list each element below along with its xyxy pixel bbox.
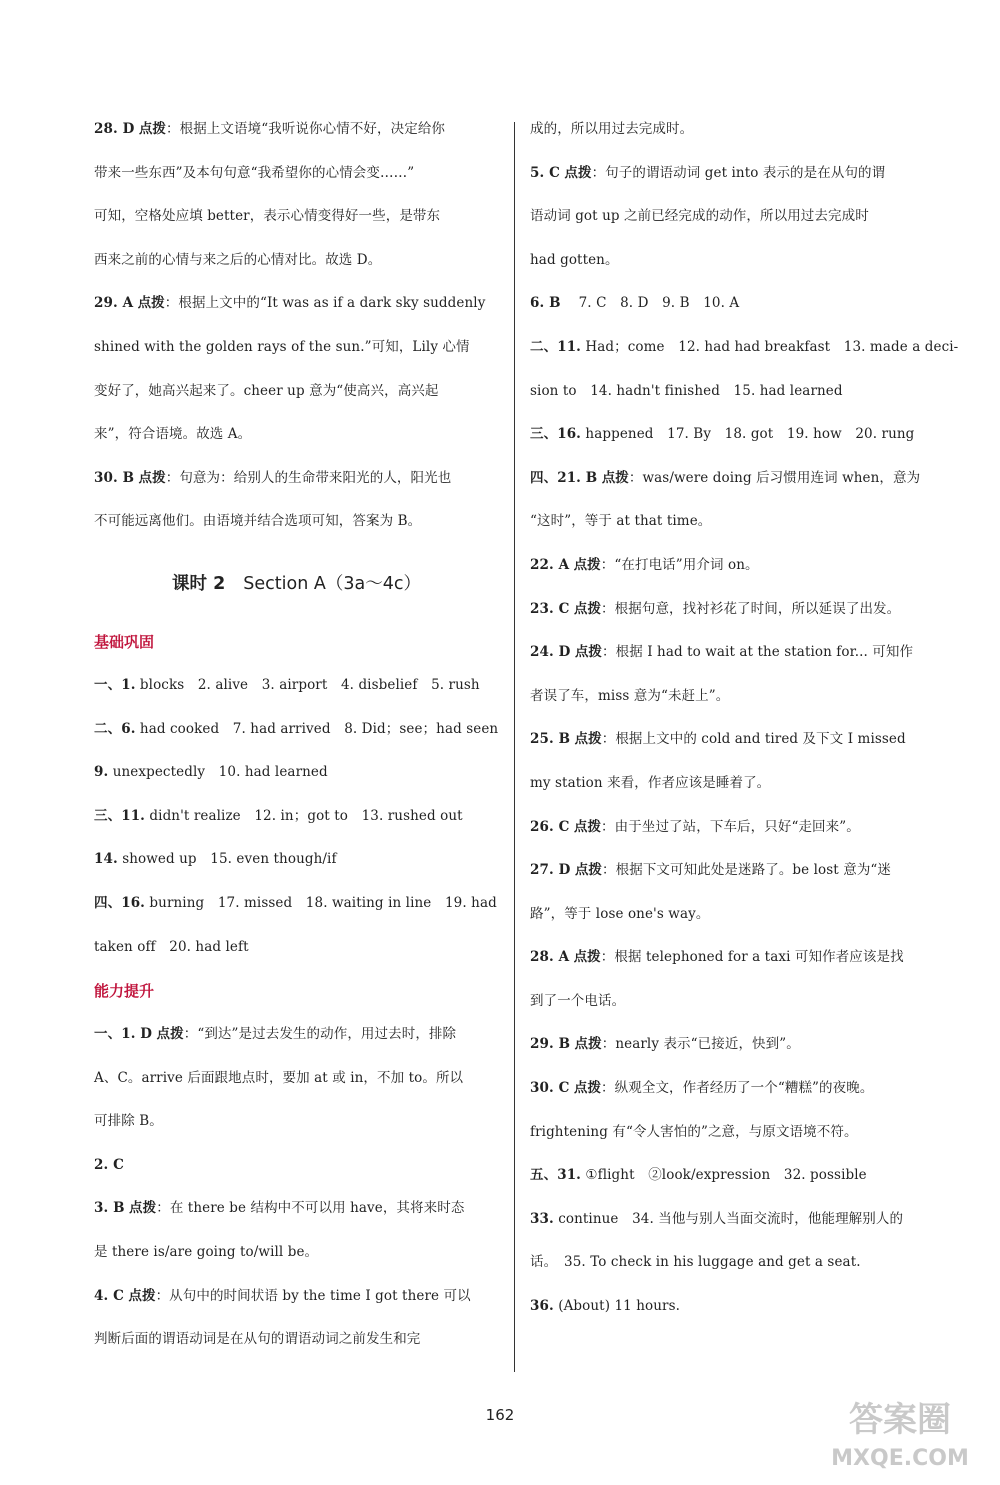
answer-text: (About) 11 hours.: [558, 1298, 681, 1315]
answer-text: ：纵观全文，作者经历了一个“糟糕”的夜晚。: [601, 1080, 874, 1097]
answer-line: [94, 1057, 499, 1101]
answer-text: ：“到达”是过去发生的动作，用过去时，排除: [183, 1026, 457, 1043]
answer-text: continue 34. 当他与别人当面交流时，他能理解别人的: [558, 1210, 904, 1227]
answer-text: 判断后面的谓语动词是在从句的谓语动词之前发生和完: [94, 1331, 421, 1348]
answer-text: 不可能远离他们。由语境并结合选项可知，答案为 B。: [94, 513, 422, 530]
question-number: 9.: [94, 764, 109, 781]
answer-text: didn't realize 12. in；got to 13. rushed out: [149, 807, 463, 824]
hint-label: 点拨: [574, 1036, 602, 1053]
answer-line: [94, 1187, 499, 1231]
lesson-number: 课时 2: [172, 573, 226, 594]
hint-label: 点拨: [573, 556, 601, 573]
question-number: 四、21. B: [530, 469, 598, 486]
lesson-title: [94, 564, 499, 604]
question-number: 三、11.: [94, 807, 145, 824]
answer-line: [94, 1013, 499, 1057]
answer-block-right: [530, 108, 959, 1329]
answer-text: Had；come 12. had had breakfast 13. made a deci-: [585, 338, 959, 355]
hint-label: 点拨: [137, 295, 165, 312]
answer-text: A、C。arrive 后面跟地点时，要加 at 或 in，不加 to。所以: [94, 1069, 464, 1086]
answer-line: [530, 588, 938, 632]
section-heading-advanced: 能力提升: [94, 982, 155, 1001]
answer-text: “这时”，等于 at that time。: [530, 513, 712, 530]
hint-label: 点拨: [573, 1080, 602, 1097]
question-number: 二、6.: [94, 720, 136, 737]
right-column: [530, 108, 959, 1329]
answer-text: ：句子的谓语动词 get into 表示的是在从句的谓: [591, 164, 886, 181]
answer-text: taken off 20. had left: [94, 938, 249, 955]
question-number: 23. C: [530, 600, 570, 617]
answer-text: ：nearly 表示“已接近，快到”。: [601, 1036, 800, 1053]
answer-text: ：根据上文中的“It was as if a dark sky suddenly: [164, 295, 486, 312]
answer-line: [94, 195, 499, 239]
hint-label: 点拨: [156, 1026, 184, 1043]
question-number: 3. B: [94, 1200, 125, 1217]
answer-text: ①flight ②look/expression 32. possible: [585, 1167, 867, 1184]
answer-line: [94, 152, 499, 196]
answer-line: [94, 926, 499, 970]
answer-line: [530, 108, 938, 152]
answer-line: [530, 1285, 938, 1329]
question-number: 26. C: [530, 818, 570, 835]
answer-line: [530, 1154, 938, 1198]
hint-label: 点拨: [138, 469, 166, 486]
question-number: 30. C: [530, 1080, 570, 1097]
question-number: 36.: [530, 1298, 554, 1315]
answer-text: 路”，等于 lose one's way。: [530, 905, 710, 922]
answer-text: 者误了车，miss 意为“未赶上”。: [530, 687, 730, 704]
answer-text: 可排除 B。: [94, 1113, 163, 1130]
question-number: 四、16.: [94, 894, 145, 911]
hint-label: 点拨: [574, 731, 602, 748]
answer-text: had gotten。: [530, 251, 619, 268]
watermark-bottom: MXQE.COM: [831, 1446, 969, 1471]
answer-text: unexpectedly 10. had learned: [112, 764, 328, 781]
answer-text: ：根据 I had to wait at the station for... 可知作: [602, 644, 914, 661]
answer-line: [94, 1275, 499, 1319]
answer-text: had cooked 7. had arrived 8. Did；see；had seen: [139, 720, 499, 737]
answer-line: [530, 1111, 938, 1155]
answer-line: [530, 239, 938, 283]
hint-label: 点拨: [574, 644, 603, 661]
answer-line: [94, 282, 499, 326]
answer-text: 来”，符合语境。故选 A。: [94, 426, 252, 443]
answer-text: 7. C 8. D 9. B 10. A: [565, 295, 740, 312]
answer-line: [94, 1231, 499, 1275]
answer-block-advanced: [94, 1013, 499, 1362]
answer-line: [94, 108, 499, 152]
answer-text: ：was/were doing 后习惯用连词 when，意为: [628, 469, 921, 486]
answer-text: blocks 2. alive 3. airport 4. disbelief 5. rush: [139, 676, 480, 693]
answer-line: [94, 751, 499, 795]
answer-line: [530, 980, 938, 1024]
answer-text: happened 17. By 18. got 19. how 20. rung: [585, 426, 915, 443]
answer-text: ：“在打电话”用介词 on。: [600, 556, 759, 573]
answer-line: [94, 413, 499, 457]
answer-text: ：从句中的时间状语 by the time I got there 可以: [155, 1287, 471, 1304]
answer-line: [94, 239, 499, 283]
answer-text: my station 来看，作者应该是睡着了。: [530, 774, 771, 791]
answer-text: 可知，空格处应填 better，表示心情变得好一些，是带东: [94, 208, 441, 225]
answer-text: 带来一些东西”及本句句意“我希望你的心情会变……”: [94, 164, 415, 181]
answer-line: [94, 1144, 499, 1188]
watermark-logo: [812, 1391, 988, 1473]
question-number: 2. C: [94, 1156, 124, 1173]
hint-label: 点拨: [138, 121, 167, 137]
question-number: 一、1. D: [94, 1026, 153, 1043]
answer-text: showed up 15. even though/if: [122, 851, 337, 868]
answer-line: [94, 838, 499, 882]
answer-text: ：由于坐过了站，下车后，只好“走回来”。: [601, 818, 860, 835]
answer-block-basic: [94, 664, 499, 969]
question-number: 五、31.: [530, 1167, 581, 1184]
question-number: 29. B: [530, 1036, 571, 1053]
answer-text: ：根据上文中的 cold and tired 及下文 I missed: [601, 731, 906, 748]
answer-line: [530, 282, 938, 326]
answer-line: [530, 1241, 938, 1285]
answer-text: 语动词 got up 之前已经完成的动作，所以用过去完成时: [530, 208, 869, 225]
answer-line: [530, 1023, 938, 1067]
question-number: 一、1.: [94, 676, 136, 693]
answer-line: [94, 500, 499, 544]
answer-text: 到了一个电话。: [530, 992, 626, 1009]
answer-text: ：句意为：给别人的生命带来阳光的人，阳光也: [165, 469, 452, 486]
section-heading-basic: 基础巩固: [94, 632, 155, 651]
answer-line: [530, 718, 938, 762]
question-number: 三、16.: [530, 426, 581, 443]
answer-line: [530, 806, 938, 850]
watermark-top: 答案圈: [849, 1400, 951, 1440]
answer-text: 西来之前的心情与来之后的心情对比。故选 D。: [94, 251, 382, 268]
answer-line: [94, 370, 499, 414]
hint-label: 点拨: [574, 862, 603, 879]
question-number: 22. A: [530, 556, 570, 573]
question-number: 30. B: [94, 469, 135, 486]
answer-line: [94, 882, 499, 926]
answer-line: [530, 544, 938, 588]
hint-label: 点拨: [129, 1200, 157, 1217]
answer-line: [530, 326, 959, 370]
question-number: 25. B: [530, 731, 571, 748]
question-number: 29. A: [94, 295, 134, 312]
answer-line: [530, 893, 938, 937]
question-number: 28. D: [94, 121, 135, 137]
question-number: 24. D: [530, 644, 571, 661]
answer-text: ：根据 telephoned for a taxi 可知作者应该是找: [600, 949, 904, 966]
answer-text: shined with the golden rays of the sun.”可知，Lily 心情: [94, 338, 470, 355]
page-number: 162: [485, 1406, 515, 1424]
answer-line: [530, 500, 938, 544]
answer-line: [94, 1318, 499, 1362]
column-divider: [514, 122, 515, 1372]
question-number: 二、11.: [530, 338, 581, 355]
hint-label: 点拨: [573, 818, 602, 835]
answer-text: ：根据下文可知此处是迷路了。be lost 意为“迷: [602, 862, 892, 879]
question-number: 6. B: [530, 295, 561, 312]
answer-line: [94, 795, 499, 839]
hint-label: 点拨: [573, 949, 601, 966]
answer-line: [530, 631, 938, 675]
answer-text: burning 17. missed 18. waiting in line 19. had: [149, 894, 497, 911]
answer-line: [530, 936, 938, 980]
hint-label: 点拨: [573, 600, 602, 617]
answer-text: frightening 有“令人害怕的”之意，与原文语境不符。: [530, 1123, 858, 1140]
answer-line: [94, 664, 499, 708]
question-number: 28. A: [530, 949, 570, 966]
answer-line: [530, 457, 938, 501]
answer-text: 话。 35. To check in his luggage and get a seat.: [530, 1254, 861, 1271]
answer-text: ：在 there be 结构中不可以用 have，其将来时态: [156, 1200, 465, 1217]
answer-line: [94, 457, 499, 501]
answer-line: [530, 370, 938, 414]
hint-label: 点拨: [564, 164, 592, 181]
answer-line: [94, 1100, 499, 1144]
answer-line: [530, 762, 938, 806]
answer-text: ：根据上文语境“我听说你心情不好，决定给你: [166, 121, 446, 137]
answer-block-top: [94, 108, 499, 544]
left-column: [94, 108, 499, 1362]
question-number: 4. C: [94, 1287, 124, 1304]
answer-line: [530, 1067, 938, 1111]
answer-line: [530, 195, 938, 239]
answer-line: [530, 1198, 938, 1242]
answer-text: ：根据句意，找衬衫花了时间，所以延误了出发。: [601, 600, 901, 617]
hint-label: 点拨: [128, 1287, 156, 1304]
answer-line: [94, 708, 499, 752]
question-number: 5. C: [530, 164, 560, 181]
answer-line: [530, 849, 938, 893]
answer-text: 变好了，她高兴起来了。cheer up 意为“使高兴，高兴起: [94, 382, 439, 399]
answer-line: [530, 413, 938, 457]
answer-line: [94, 326, 499, 370]
answer-line: [530, 675, 938, 719]
hint-label: 点拨: [601, 469, 629, 486]
answer-text: 成的，所以用过去完成时。: [530, 121, 694, 137]
question-number: 14.: [94, 851, 118, 868]
answer-line: [530, 152, 938, 196]
question-number: 27. D: [530, 862, 571, 879]
question-number: 33.: [530, 1210, 554, 1227]
answer-text: sion to 14. hadn't finished 15. had learned: [530, 382, 843, 399]
answer-text: 是 there is/are going to/will be。: [94, 1244, 319, 1261]
lesson-section: Section A（3a～4c）: [243, 573, 421, 594]
